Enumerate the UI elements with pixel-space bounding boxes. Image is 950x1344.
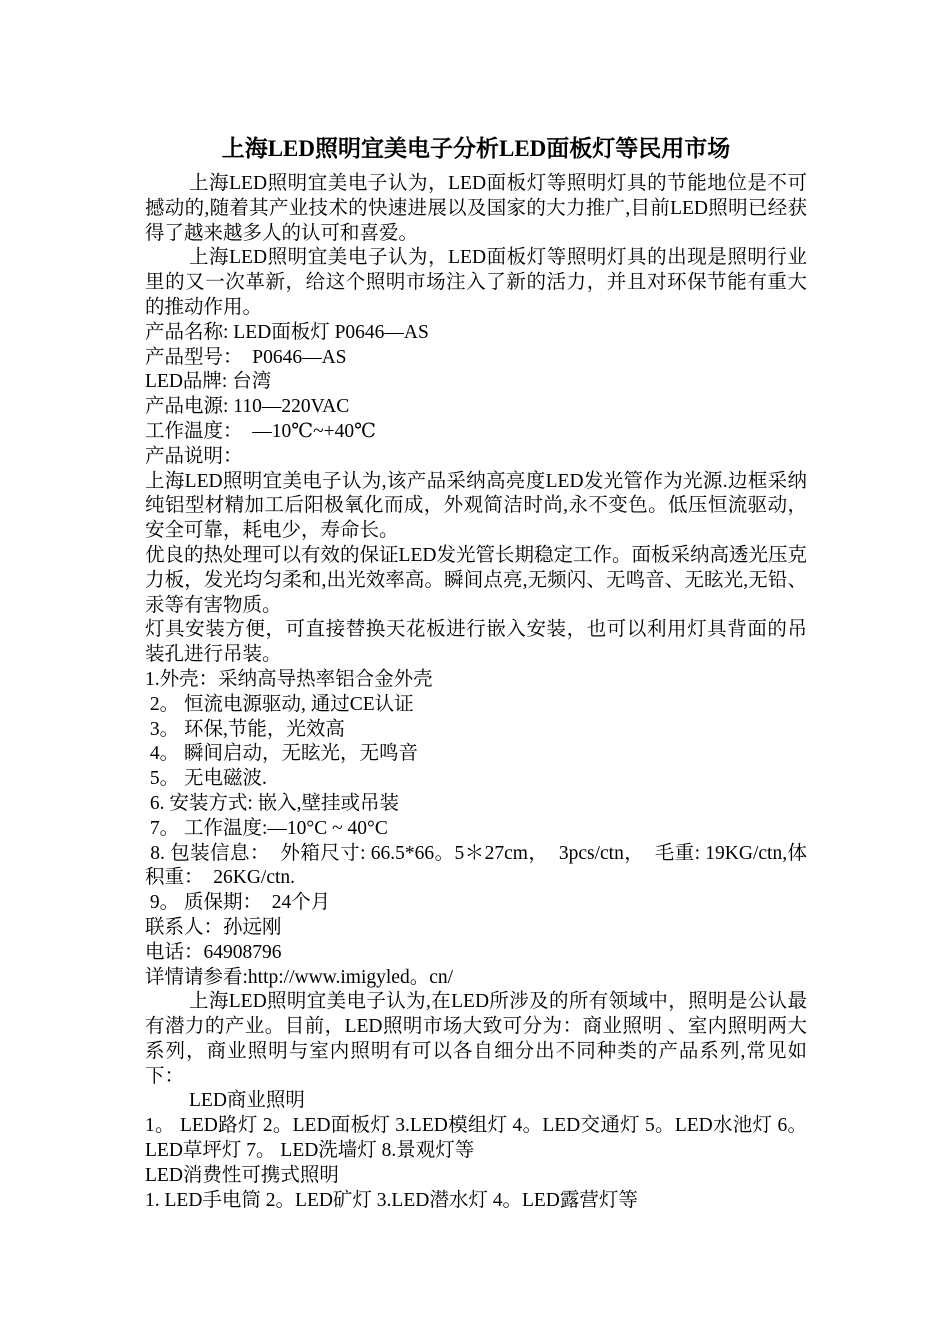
document-title: 上海LED照明宜美电子分析LED面板灯等民用市场 <box>221 136 731 161</box>
spec-description-heading: 产品说明： <box>145 445 243 467</box>
feature-item: 5。 无电磁波. <box>145 768 267 790</box>
market-paragraph: 上海LED照明宜美电子认为,在LED所涉及的所有领域中，照明是公认最有潜力的产业。目前，LED照明市场大致可分为：商业照明 、室内照明两大系列，商业照明与室内照明有可以各自细分出不同种类的产品系列,常见如下： <box>145 991 807 1087</box>
intro-paragraph: 上海LED照明宜美电子认为，LED面板灯等照明灯具的节能地位是不可撼动的,随着其产业技术的快速进展以及国家的大力推广,目前LED照明已经获得了越来越多人的认可和喜爱。 <box>145 173 807 244</box>
contact-website: 详情请参看:http://www.imigyled。cn/ <box>145 966 454 988</box>
intro-paragraph: 上海LED照明宜美电子认为，LED面板灯等照明灯具的出现是照明行业里的又一次革新，给这个照明市场注入了新的活力，并且对环保节能有重大的推动作用。 <box>145 247 807 318</box>
description-paragraph: 优良的热处理可以有效的保证LED发光管长期稳定工作。面板采纳高透光压克力板，发光均匀柔和,出光效率高。瞬间点亮,无频闪、无鸣音、无眩光,无铅、汞等有害物质。 <box>145 544 807 616</box>
spec-product-name: 产品名称: LED面板灯 P0646—AS <box>145 321 429 343</box>
feature-item: 7。 工作温度:—10°C ~ 40°C <box>145 817 388 839</box>
commercial-lighting-heading: LED商业照明 <box>189 1090 305 1112</box>
portable-lighting-list: 1. LED手电筒 2。LED矿灯 3.LED潜水灯 4。LED露营灯等 <box>145 1189 638 1211</box>
feature-item: 1.外壳：采纳高导热率铝合金外壳 <box>145 668 433 690</box>
spec-led-brand: LED品牌: 台湾 <box>145 371 272 393</box>
description-paragraph: 上海LED照明宜美电子认为,该产品采纳高亮度LED发光管作为光源.边框采纳纯铝型材精加工后阳极氧化而成，外观简洁时尚,永不变色。低压恒流驱动，安全可靠，耗电少，寿命长。 <box>145 470 807 542</box>
spec-power-supply: 产品电源: 110—220VAC <box>145 396 350 418</box>
feature-item: 9。 质保期： 24个月 <box>145 892 331 914</box>
contact-phone: 电话：64908796 <box>145 941 282 963</box>
feature-item: 2。 恒流电源驱动, 通过CE认证 <box>145 693 414 715</box>
contact-person: 联系人：孙远刚 <box>145 916 282 938</box>
feature-item: 6. 安装方式: 嵌入,壁挂或吊装 <box>145 792 400 814</box>
description-paragraph: 灯具安装方便，可直接替换天花板进行嵌入安装，也可以利用灯具背面的吊装孔进行吊装。 <box>145 619 807 666</box>
feature-item-packaging: 8. 包装信息： 外箱尺寸: 66.5*66。5＊27cm， 3pcs/ctn， 毛重: 19KG/ctn,体积重： 26KG/ctn. <box>145 842 807 889</box>
spec-product-model: 产品型号： P0646—AS <box>145 346 347 368</box>
feature-item: 3。 环保,节能，光效高 <box>145 718 345 740</box>
commercial-lighting-list: 1。 LED路灯 2。LED面板灯 3.LED模组灯 4。LED交通灯 5。LED水池灯 6。LED草坪灯 7。 LED洗墙灯 8.景观灯等 <box>145 1115 807 1162</box>
spec-working-temperature: 工作温度： —10℃~+40℃ <box>145 420 376 442</box>
feature-item: 4。 瞬间启动，无眩光，无鸣音 <box>145 743 419 765</box>
portable-lighting-heading: LED消费性可携式照明 <box>145 1164 339 1186</box>
document-page <box>145 134 807 1213</box>
